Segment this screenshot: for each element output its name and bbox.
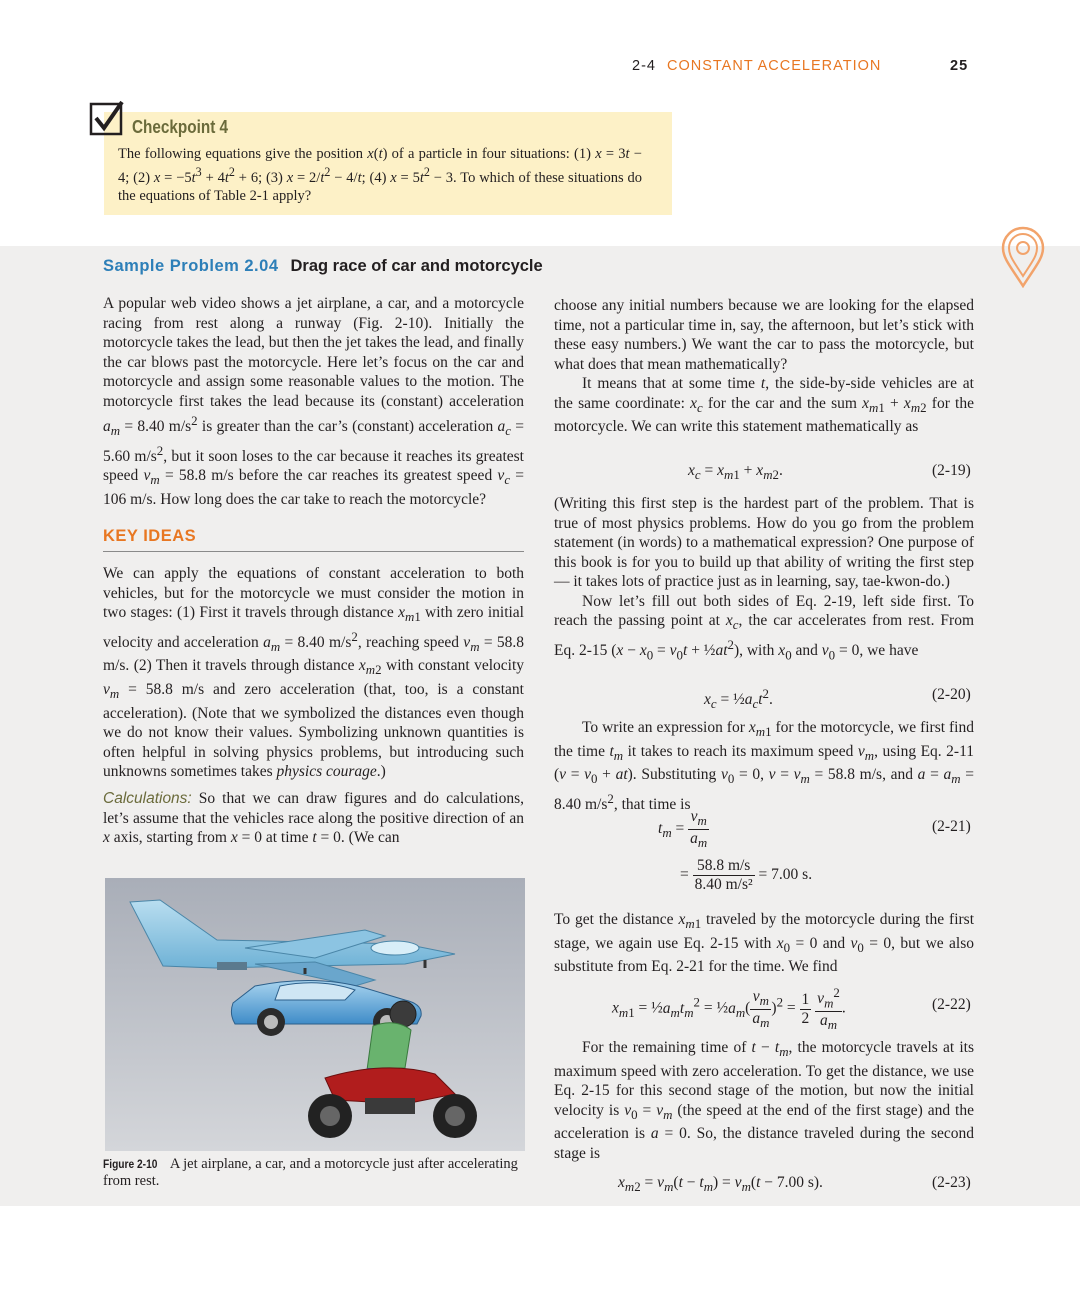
equation-2-21-result: = 7.00 s. <box>758 866 813 884</box>
equation-number-2-19: (2-19) <box>932 462 971 479</box>
equation-number-2-20: (2-20) <box>932 686 971 703</box>
figure-caption <box>103 1156 523 1190</box>
running-header <box>0 58 1080 78</box>
calculations-paragraph: Calculations: So that we can draw figures and do calculations, let’s assume that the vehicles race along the positive direction of an x axis, starting from x = 0 at time t = 0. (We can <box>103 790 524 846</box>
intro-paragraph: A popular web video shows a jet airplane, a car, and a motorcycle racing from rest along a runway (Fig. 2-10). Initially the motorcycle takes the lead, but then the jet takes the lead, and finally the car blows past the motorcycle. Here let’s focus on the car and motorcycle and assign some reasonable values to the motion. The motorcycle first takes the lead because its (constant) acceleration $a_m = 8.40$ $m/s^2$ is greater than the car’s (constant) acceleration $a_c = 5.60$ $m/s^2$, but it soon loses to the car because it reaches its greatest speed $v_m = 58.8$ m/s before the car reaches its greatest speed $v_c = 106$ m/s. How long does the car take to reach the motorcycle? <box>103 295 525 508</box>
key-ideas-heading: KEY IDEAS <box>103 527 197 545</box>
checkpoint-title: Checkpoint 4 <box>132 117 229 137</box>
right-paragraph-4: To get the distance $x_{m1}$ traveled by the motorcycle during the first stage, we again use Eq. 2-15 with $x_0 = 0$ and $v_0 = 0$, but we also substitute from Eq. 2-21 for the time. We find <box>554 911 974 976</box>
right-paragraph-2: (Writing this first step is the hardest part of the problem. That is true of most physics problems. How do you go from the problem statement (in words) to a mathematical expression? One purpose of this book is for you to build up that ability of writing the first step — it takes lots of practice just as in learning, say, tae-kwon-do.) Now let’s fill out both sides of Eq. 2-19, left side first. To reach the passing point at $x_c$, the car accelerates from rest. From Eq. 2-15 ($x - x_0 = v_0t$ + $\frac{1}{2}at^2$), with $x_0$ and $v_0 = 0$, we have <box>554 495 974 662</box>
sample-problem-title: Drag race of car and motorcycle <box>290 257 543 275</box>
equation-2-20: $x_c$ = $\frac{1}{2}a_ct^2$. <box>704 686 773 712</box>
equation-2-21-numerator: 58.8 m/s <box>693 857 755 876</box>
calculations-label: Calculations: <box>103 790 192 807</box>
equation-number-2-23: (2-23) <box>932 1174 971 1191</box>
equation-2-23: $x_{m2} = v_m(t - t_m) = v_m(t - 7.00$ s). <box>618 1174 823 1195</box>
checkbox-icon <box>89 100 125 136</box>
right-paragraph-5: For the remaining time of $t - t_m$, the motorcycle travels at its maximum speed with zero acceleration. To get the distance, we use Eq. 2-15 for this second stage of the motion, but now the initial velocity is $v_0 = v_m$ (the speed at the end of the first stage) and the acceleration is a = 0. So, the distance traveled during the second stage is <box>554 1039 974 1162</box>
checkpoint-text: The following equations give the position x(t) of a particle in four situations: (1) x = 3t − 4; (2) $x = -5t^3 + 4t^2 + 6$; (3) $x = 2/t^2 - 4/t$; (4) $x = 5t^2 - 3$. To which of these situations do the equations of Table 2-1 apply? <box>118 146 642 204</box>
right-paragraph-3: To write an expression for $x_{m1}$ for the motorcycle, we first find the time $t_m$ it takes to reach its maximum speed $v_m$, using Eq. 2-11 $(v = v_0 + at)$. Substituting $v_0 = 0$, $v = v_m = 58.8$ m/s, and $a = a_m = 8.40$ $m/s^2$, that time is <box>554 719 974 813</box>
figure-caption-text: A jet airplane, a car, and a motorcycle just after accelerating from rest. <box>103 1156 518 1189</box>
race-illustration <box>105 878 525 1151</box>
equation-2-21a: $t_m$ = $\frac{v_m}{a_m}$ <box>658 808 708 851</box>
figure-label: Figure 2-10 <box>103 1157 158 1171</box>
location-pin-icon <box>1000 226 1046 288</box>
sample-problem-heading <box>103 257 543 276</box>
page-number: 25 <box>950 58 969 74</box>
equation-2-21-denominator: 8.40 m/s² <box>694 876 753 893</box>
right-paragraph-1: choose any initial numbers because we are looking for the elapsed time, not a particular time in, say, the afternoon, but let’s stick with these easy numbers.) We want the car to pass the motorcycle, but what does that mean mathematically? It means that at some time t, the side-by-side vehicles are at the same coordinate: $x_c$ for the car and the sum $x_{m1} + x_{m2}$ for the motorcycle. We can write this statement mathematically as <box>554 297 974 436</box>
equation-2-22: $x_{m1}$ = $\frac{1}{2}a_mt_m^2$ = $\frac{1}{2}a_m$( $\frac{v_m}{a_m}$ )$^2$ = $\frac{1}{2}$ $\frac{v_m^2}{a_m}$ . <box>612 985 846 1033</box>
figure-2-10 <box>105 878 525 1151</box>
equation-2-19: $x_c = x_{m1} + x_{m2}$. <box>688 462 783 483</box>
key-ideas-paragraph: We can apply the equations of constant acceleration to both vehicles, but for the motorcycle we must consider the motion in two stages: (1) First it travels through distance $x_{m1}$ with zero initial velocity and acceleration $a_m = 8.40$ $m/s^2$, reaching speed $v_m = 58.8$ m/s. (2) Then it travels through distance $x_{m2}$ with constant velocity $v_m = 58.8$ m/s and zero acceleration (that, too, is a constant acceleration). (Note that we symbolized the distances even though we do not know their values. Symbolizing unknown quantities is often helpful in solving physics problems, but introducing such unknowns sometimes takes physics courage.) <box>103 565 525 781</box>
equation-2-21b: = $\frac{58.8 m/s}{\text{8.40 m/s²}}$ = 7.00 s. <box>680 857 813 893</box>
section-number: 2-4 <box>632 58 656 74</box>
section-title: CONSTANT ACCELERATION <box>667 58 882 74</box>
equation-number-2-21: (2-21) <box>932 818 971 835</box>
sample-problem-label: Sample Problem 2.04 <box>103 257 279 275</box>
equation-number-2-22: (2-22) <box>932 996 971 1013</box>
key-ideas-divider <box>103 551 524 552</box>
